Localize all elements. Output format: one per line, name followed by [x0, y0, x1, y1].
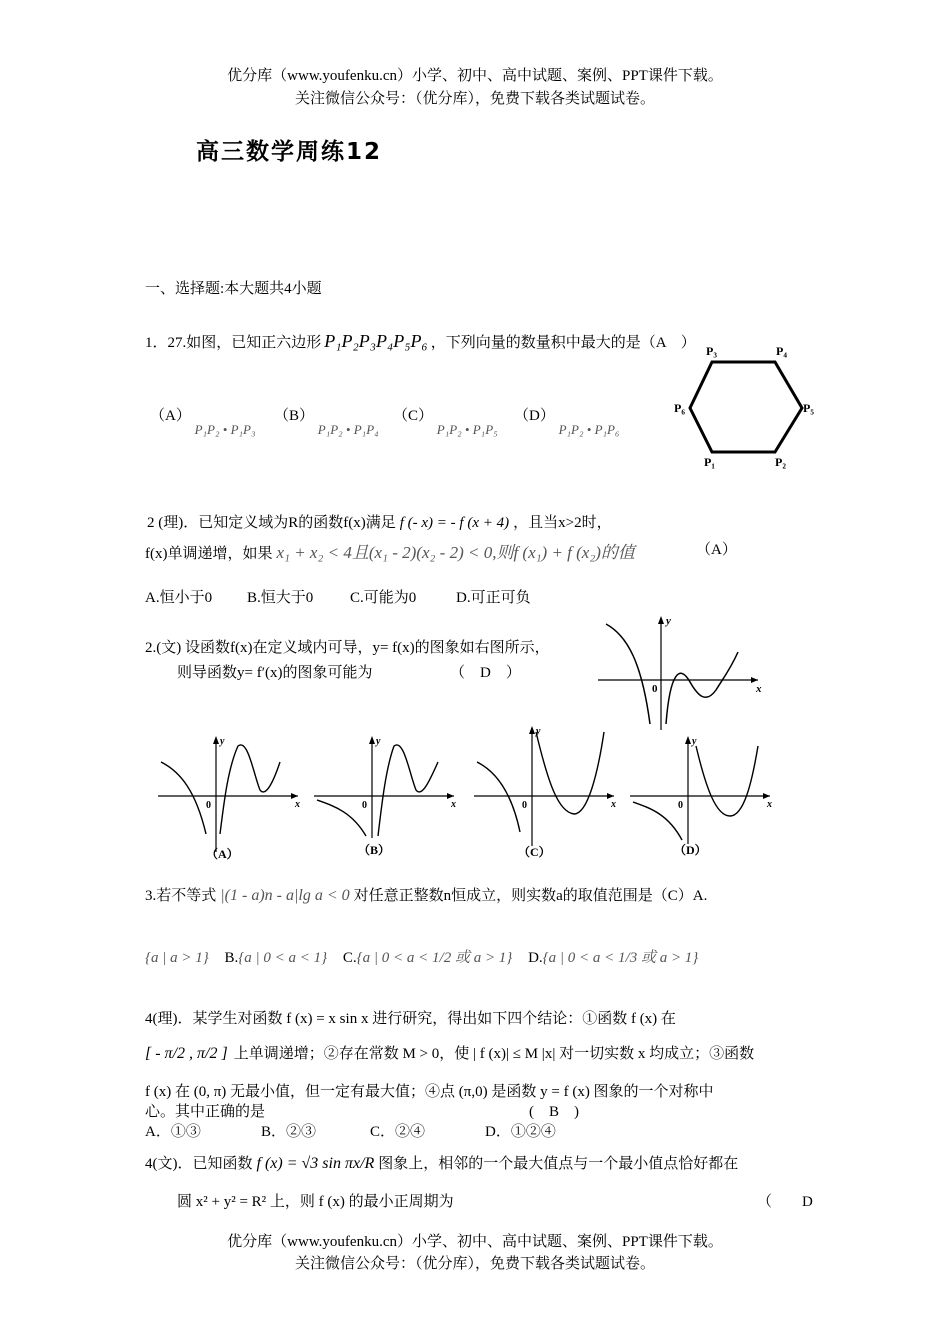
q2l-stem: 2 (理)．已知定义域为R的函数f(x)满足 f (- x) = - f (x + 4) ，且当x>2时， — [147, 515, 612, 531]
svg-text:y: y — [536, 726, 541, 737]
svg-text:y: y — [666, 615, 671, 627]
graph-d-caption: （D） — [674, 843, 707, 857]
q4l-option-a: A．①③ — [145, 1124, 201, 1140]
q1-stem: 1．27.如图，已知正六边形 P₁P₂P₃P₄P₅P₆ ，下列向量的数量积中最大的是（A ） — [145, 331, 696, 351]
svg-text:x: x — [295, 799, 300, 810]
q1-option-a: （A） P₁P₂ • P₁P₃ — [150, 408, 256, 437]
svg-text:0: 0 — [652, 683, 658, 695]
q2l-option-b: B.恒大于0 — [247, 590, 314, 606]
svg-text:y: y — [376, 736, 381, 747]
graph-a — [156, 732, 306, 862]
q4l-line-1: 4(理)．某学生对函数 f (x) = x sin x 进行研究，得出如下四个结论：①函数 f (x) 在 — [145, 1011, 676, 1027]
q4l-option-b: B．②③ — [261, 1124, 317, 1140]
vertex-p4: P₄ — [776, 344, 787, 358]
fx-graph — [598, 612, 766, 732]
svg-text:x: x — [451, 799, 456, 810]
q4l-option-c: C．②④ — [370, 1124, 426, 1140]
q2w-line-1: 2.(文) 设函数f(x)在定义域内可导，y= f(x)的图象如右图所示， — [145, 640, 550, 656]
q2l-option-c: C.可能为0 — [350, 590, 417, 606]
q1-option-d: （D） P₁P₂ • P₁P₆ — [514, 408, 620, 437]
header-line-2: 关注微信公众号：（优分库），免费下载各类试题试卷。 — [294, 91, 655, 107]
graph-a-caption: （A） — [206, 847, 239, 861]
q3-option-b: {a | 0 < a < 1} — [238, 950, 328, 966]
svg-text:0: 0 — [522, 800, 527, 811]
svg-text:y: y — [220, 736, 225, 747]
q2l-option-a: A.恒小于0 — [145, 590, 213, 606]
hexagon-figure — [672, 340, 822, 470]
q2l-line-2: f(x)单调递增，如果 x₁ + x₂ < 4且(x₁ - 2)(x₂ - 2) < 0,则f (x₁) + f (x₂)的值 — [145, 543, 635, 562]
q3-option-d: {a | 0 < a < 1/3 或 a > 1} — [542, 950, 699, 966]
svg-text:x: x — [767, 799, 772, 810]
svg-text:y: y — [692, 736, 697, 747]
q4l-answer: ( B ) — [529, 1104, 579, 1120]
q1-option-b: （B） P₁P₂ • P₁P₄ — [274, 408, 379, 437]
graph-d — [628, 732, 778, 862]
q1-option-c: （C） P₁P₂ • P₁P₅ — [393, 408, 498, 437]
q2w-answer: （ D ） — [450, 665, 521, 681]
vertex-p3: P₃ — [706, 344, 717, 358]
q4w-answer: （ D — [757, 1194, 813, 1210]
vertex-p2: P₂ — [775, 455, 786, 469]
footer-line-2: 关注微信公众号：（优分库），免费下载各类试题试卷。 — [294, 1256, 655, 1272]
q4w-line-1: 4(文)．已知函数 f (x) = √3 sin πx/R 图象上，相邻的一个最大值点与一个最小值点恰好都在 — [145, 1155, 739, 1172]
q4w-function: f (x) = √3 sin πx/R — [256, 1155, 375, 1172]
q4l-line-4: 心。其中正确的是 — [145, 1104, 266, 1120]
q3-options: {a | a > 1} B.{a | 0 < a < 1} C.{a | 0 < a < 1/2 或 a > 1} D.{a | 0 < a < 1/3 或 a > 1} — [145, 950, 699, 966]
svg-text:0: 0 — [206, 800, 211, 811]
q4l-line-3: f (x) 在 (0, π) 无最小值，但一定有最大值；④点 (π,0) 是函数 y = f (x) 图象的一个对称中 — [145, 1084, 714, 1100]
graph-c — [472, 722, 622, 862]
q4l-line-2: [ - π/2 , π/2 ] 上单调递增；②存在常数 M > 0，使 | f (x)| ≤ M |x| 对一切实数 x 均成立；③函数 — [145, 1045, 755, 1062]
graph-b — [312, 732, 462, 862]
section-heading: 一、选择题:本大题共4小题 — [145, 281, 322, 297]
q4w-line-2: 圆 x² + y² = R² 上，则 f (x) 的最小正周期为 — [177, 1194, 454, 1210]
svg-text:x: x — [611, 799, 616, 810]
q2w-line-2: 则导函数y= f′(x)的图象可能为 — [177, 665, 373, 681]
svg-text:0: 0 — [678, 800, 683, 811]
graph-c-caption: （C） — [518, 845, 551, 859]
q2l-option-d: D.可正可负 — [456, 590, 531, 606]
q4l-option-d: D．①②④ — [485, 1124, 556, 1140]
q3-stem: 3.若不等式 |(1 - a)n - a|lg a < 0 对任意正整数n恒成立，则实数a的取值范围是（C）A. — [145, 887, 708, 904]
q4l-interval: [ - π/2 , π/2 ] — [145, 1045, 228, 1062]
page-title: 高三数学周练12 — [196, 139, 383, 165]
svg-text:0: 0 — [362, 800, 367, 811]
vertex-p1: P₁ — [704, 455, 715, 469]
q3-option-a: {a | a > 1} — [145, 950, 209, 966]
vertex-p5: P₅ — [803, 401, 814, 415]
footer-line-1: 优分库（www.youfenku.cn）小学、初中、高中试题、案例、PPT课件下载。 — [227, 1234, 723, 1250]
vertex-p6: P₆ — [674, 401, 685, 415]
q3-option-c: {a | 0 < a < 1/2 或 a > 1} — [356, 950, 513, 966]
header-line-1: 优分库（www.youfenku.cn）小学、初中、高中试题、案例、PPT课件下载。 — [227, 68, 723, 84]
graph-b-caption: （B） — [358, 843, 391, 857]
svg-text:x: x — [756, 683, 762, 695]
q2l-answer: （A） — [696, 542, 737, 558]
q1-hexagon-name: P₁P₂P₃P₄P₅P₆ — [324, 331, 428, 351]
